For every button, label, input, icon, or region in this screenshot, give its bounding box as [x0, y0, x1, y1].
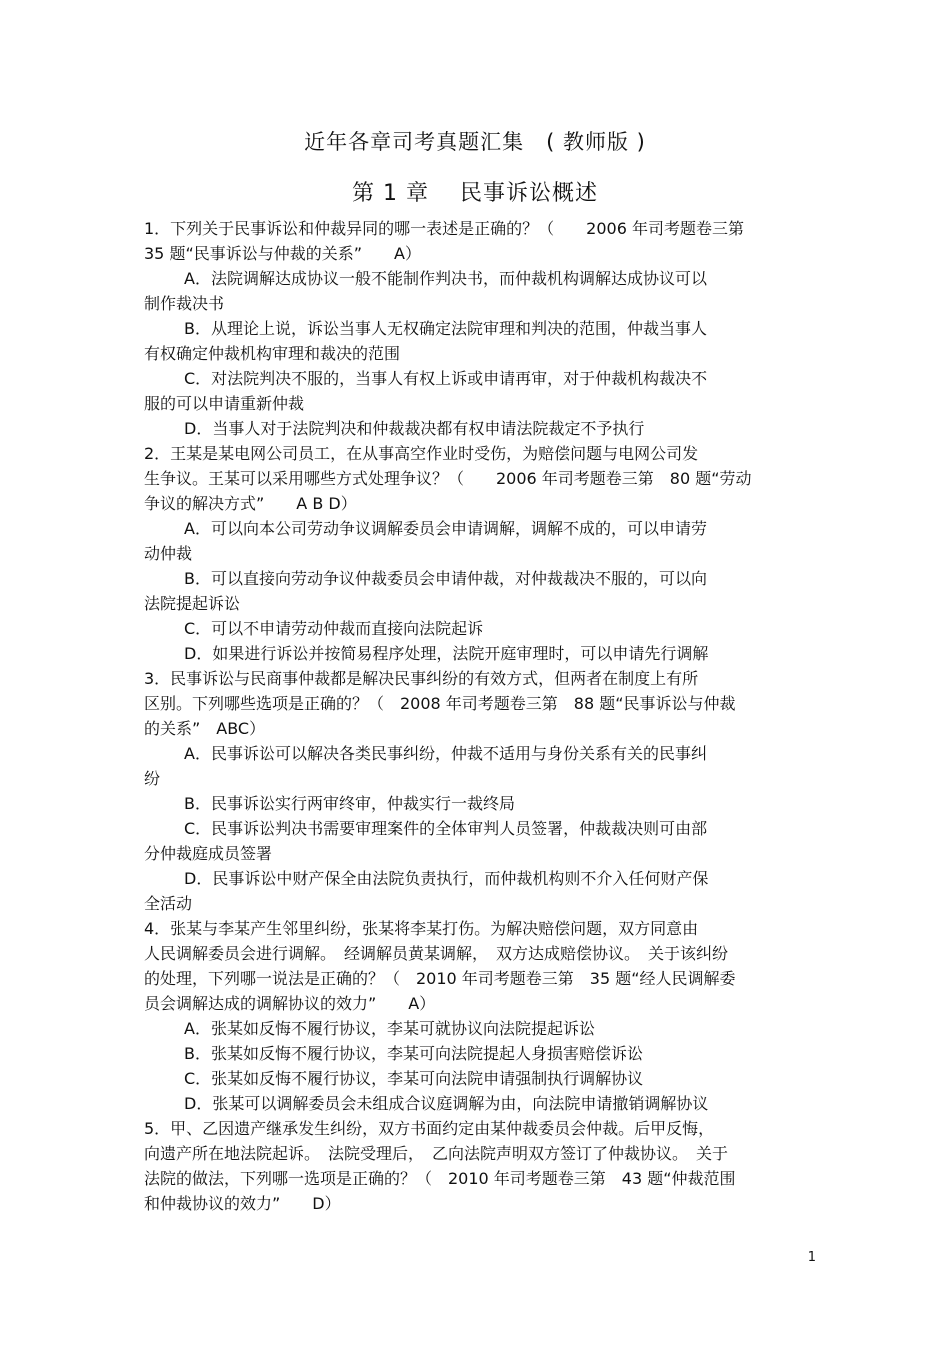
text-line: 有权确定仲裁机构审理和裁决的范围 — [144, 344, 401, 363]
text-line: D．张某可以调解委员会未组成合议庭调解为由，向法院申请撤销调解协议 — [184, 1094, 709, 1113]
text-line: D．如果进行诉讼并按简易程序处理，法院开庭审理时，可以申请先行调解 — [184, 644, 709, 663]
text-line: 生争议。王某可以采用哪些方式处理争议？（ 2006 年司考题卷三第 80 题“劳动 — [144, 469, 752, 488]
text-line: 争议的解决方式” A B D） — [144, 494, 357, 513]
text-line: 全活动 — [144, 894, 193, 913]
text-line: 法院提起诉讼 — [144, 594, 241, 613]
text-line: A．民事诉讼可以解决各类民事纠纷，仲裁不适用与身份关系有关的民事纠 — [184, 744, 707, 763]
text-line: B．从理论上说，诉讼当事人无权确定法院审理和判决的范围，仲裁当事人 — [184, 319, 707, 338]
text-line: 人民调解委员会进行调解。 经调解员黄某调解， 双方达成赔偿协议。 关于该纠纷 — [144, 944, 729, 963]
text-line: 服的可以申请重新仲裁 — [144, 394, 305, 413]
text-line: B．张某如反悔不履行协议，李某可向法院提起人身损害赔偿诉讼 — [184, 1044, 643, 1063]
document-title: 近年各章司考真题汇集 ( 教师版 ) — [304, 130, 646, 154]
text-line: A．张某如反悔不履行协议，李某可就协议向法院提起诉讼 — [184, 1019, 595, 1038]
page-number: 1 — [807, 1250, 816, 1265]
text-line: 制作裁决书 — [144, 294, 225, 313]
text-line: 1．下列关于民事诉讼和仲裁异同的哪一表述是正确的？（ 2006 年司考题卷三第 — [144, 219, 744, 238]
text-line: B．可以直接向劳动争议仲裁委员会申请仲裁，对仲裁裁决不服的，可以向 — [184, 569, 707, 588]
text-line: 纷 — [144, 769, 161, 788]
text-line: 分仲裁庭成员签署 — [144, 844, 273, 863]
text-line: 的处理，下列哪一说法是正确的？（ 2010 年司考题卷三第 35 题“经人民调解委 — [144, 969, 736, 988]
text-line: 5．甲、乙因遗产继承发生纠纷，双方书面约定由某仲裁委员会仲裁。后甲反悔， — [144, 1119, 715, 1138]
text-line: C．张某如反悔不履行协议，李某可向法院申请强制执行调解协议 — [184, 1069, 644, 1088]
text-line: 法院的做法，下列哪一选项是正确的？（ 2010 年司考题卷三第 43 题“仲裁范围 — [144, 1169, 736, 1188]
text-line: 35 题“民事诉讼与仲裁的关系” A） — [144, 244, 421, 263]
text-line: D．民事诉讼中财产保全由法院负责执行，而仲裁机构则不介入任何财产保 — [184, 869, 709, 888]
text-line: 动仲裁 — [144, 544, 193, 563]
text-line: 的关系” ABC） — [144, 719, 266, 738]
text-line: C．民事诉讼判决书需要审理案件的全体审判人员签署，仲裁裁决则可由部 — [184, 819, 708, 838]
text-line: C．对法院判决不服的，当事人有权上诉或申请再审，对于仲裁机构裁决不 — [184, 369, 708, 388]
text-line: 向遗产所在地法院起诉。 法院受理后， 乙向法院声明双方签订了仲裁协议。 关于 — [144, 1144, 729, 1163]
text-line: 2．王某是某电网公司员工，在从事高空作业时受伤，为赔偿问题与电网公司发 — [144, 444, 699, 463]
text-line: 3．民事诉讼与民商事仲裁都是解决民事纠纷的有效方式，但两者在制度上有所 — [144, 669, 699, 688]
text-line: C．可以不申请劳动仲裁而直接向法院起诉 — [184, 619, 484, 638]
text-line: D．当事人对于法院判决和仲裁裁决都有权申请法院裁定不予执行 — [184, 419, 645, 438]
text-line: B．民事诉讼实行两审终审，仲裁实行一裁终局 — [184, 794, 515, 813]
text-line: 区别。下列哪些选项是正确的？（ 2008 年司考题卷三第 88 题“民事诉讼与仲裁 — [144, 694, 736, 713]
chapter-title: 第 1 章 民事诉讼概述 — [352, 181, 598, 206]
text-line: 4．张某与李某产生邻里纠纷，张某将李某打伤。为解决赔偿问题，双方同意由 — [144, 919, 699, 938]
text-line: 员会调解达成的调解协议的效力” A） — [144, 994, 436, 1013]
text-line: 和仲裁协议的效力” D） — [144, 1194, 341, 1213]
text-line: A．可以向本公司劳动争议调解委员会申请调解，调解不成的，可以申请劳 — [184, 519, 707, 538]
document-body — [144, 216, 814, 1216]
text-line: A．法院调解达成协议一般不能制作判决书，而仲裁机构调解达成协议可以 — [184, 269, 707, 288]
